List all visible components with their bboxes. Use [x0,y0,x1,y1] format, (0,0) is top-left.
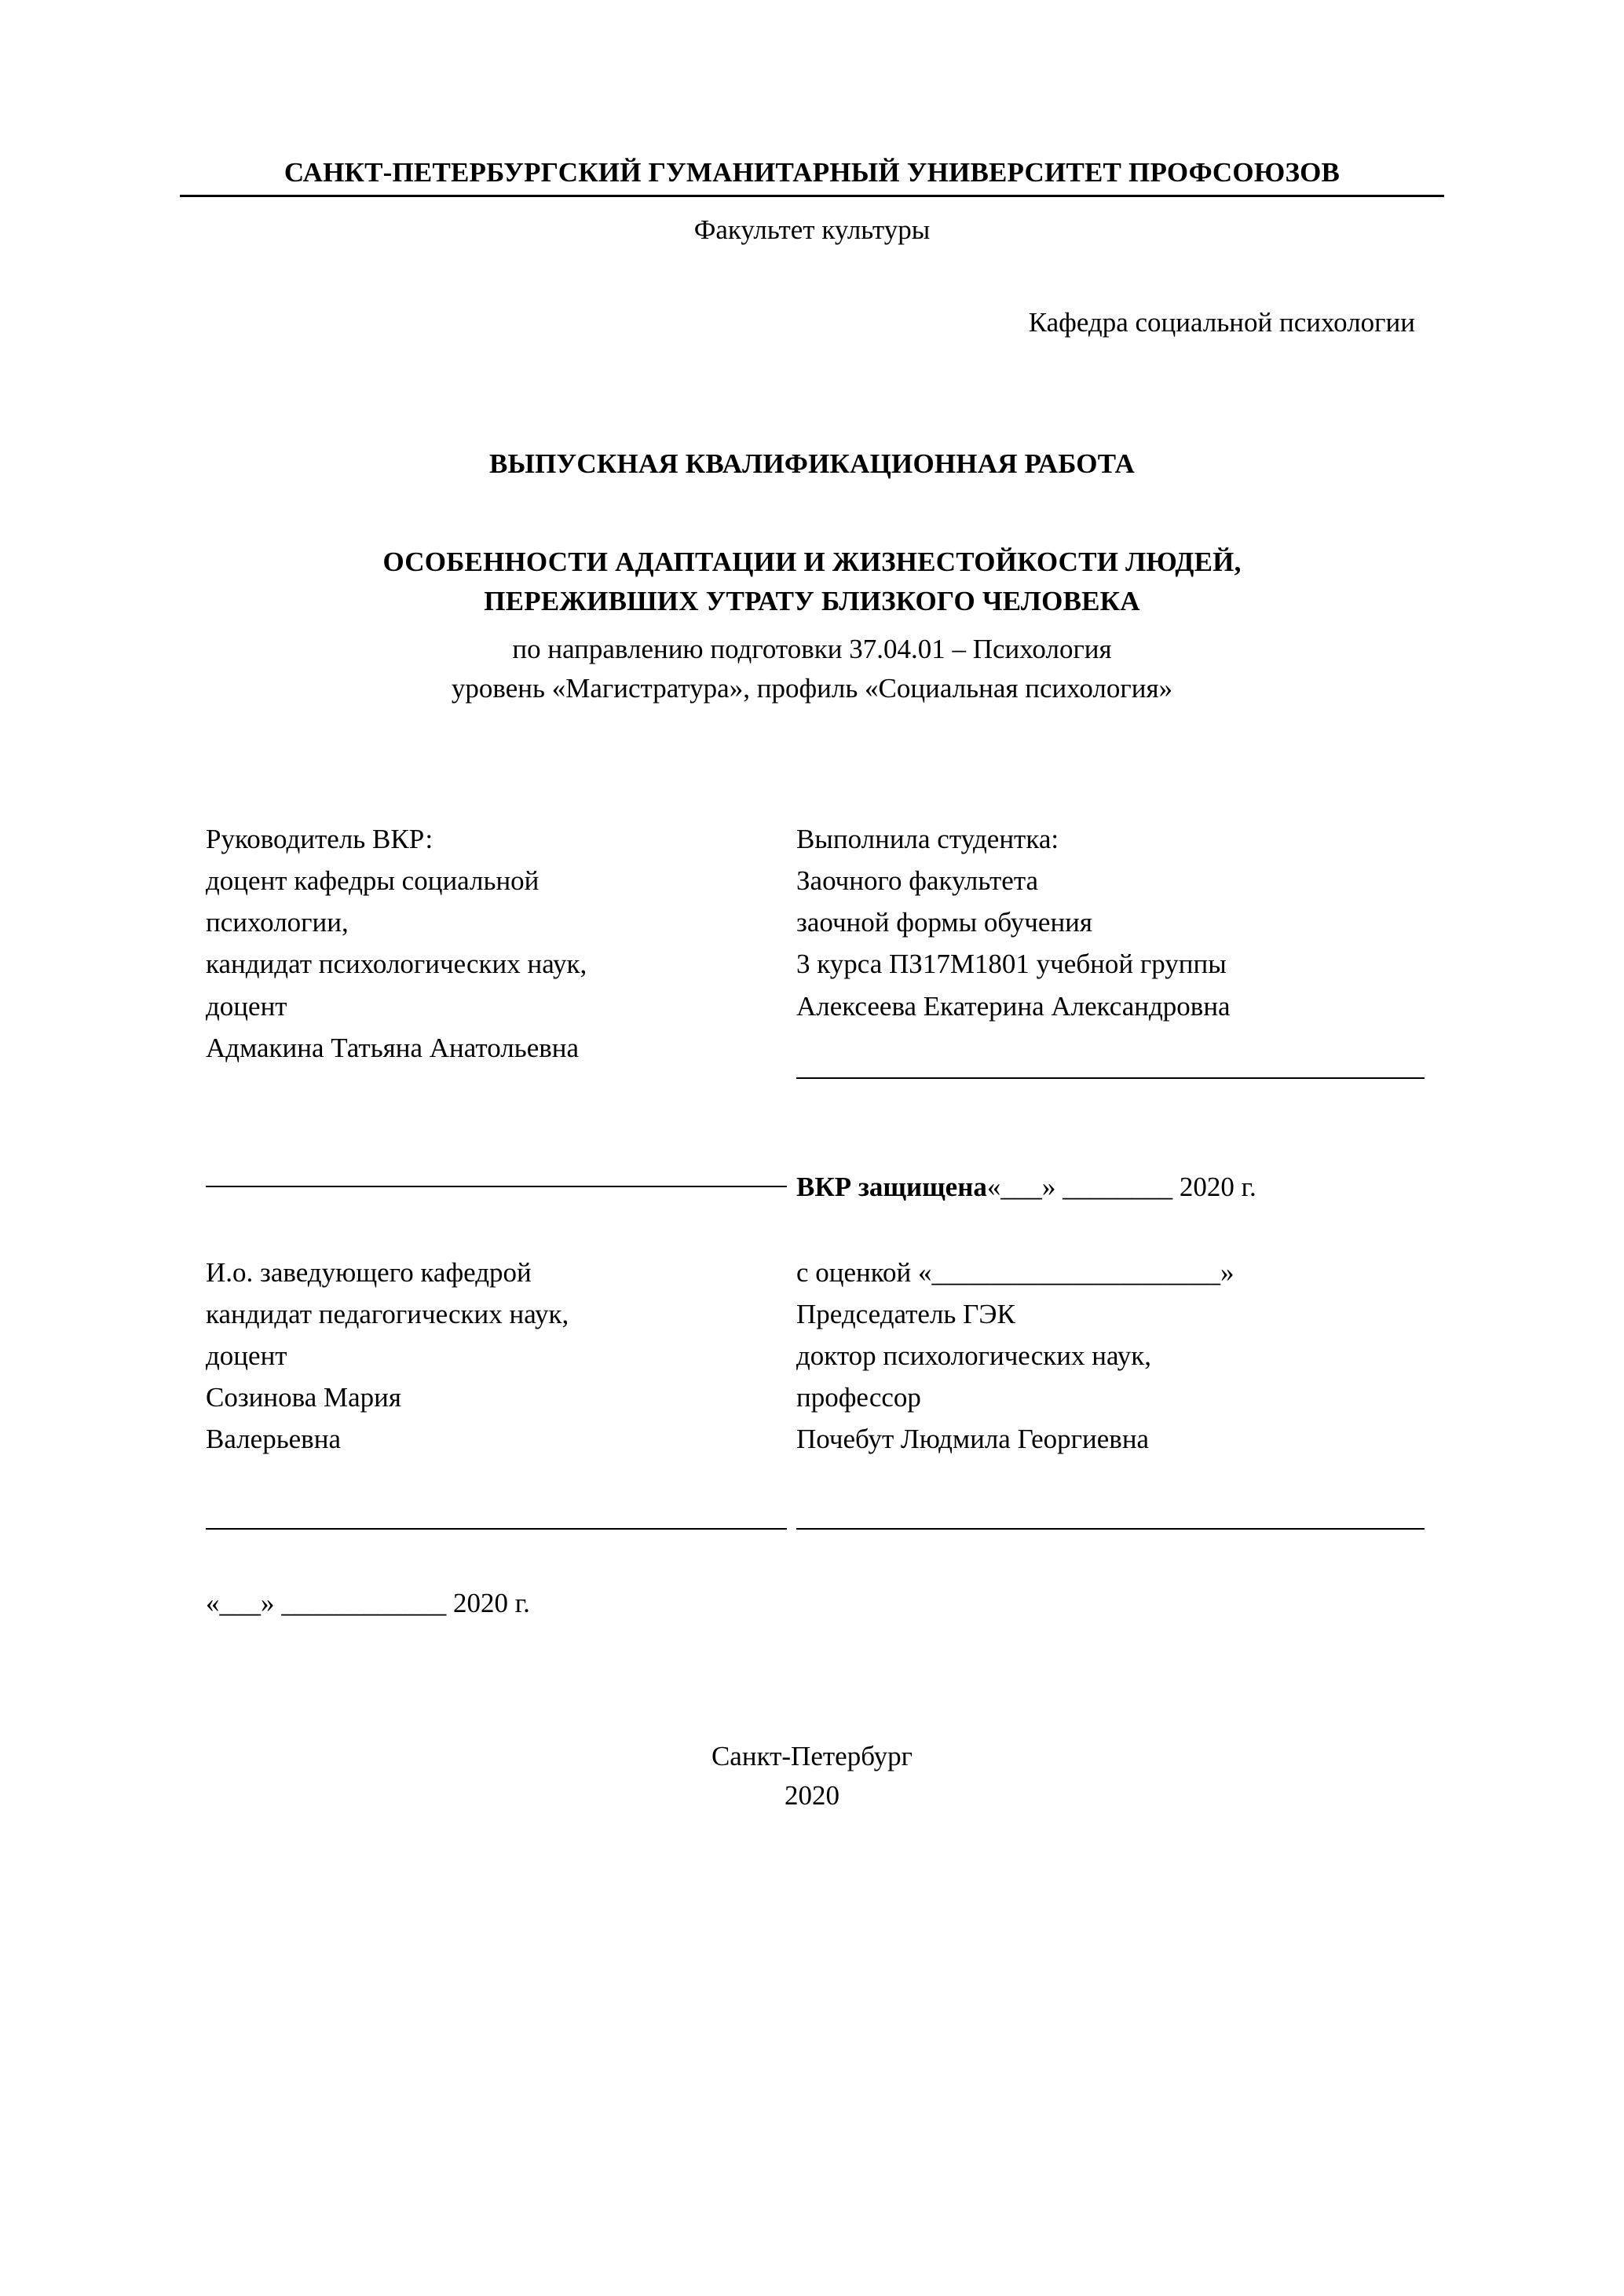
commission-line-4: Почебут Людмила Георгиевна [796,1424,1150,1455]
commission-line-2: доктор психологических наук, [796,1340,1151,1372]
head-line-1: И.о. заведующего кафедрой [206,1256,532,1288]
department-name: Кафедра социальной психологии [1028,307,1415,338]
commission-bottom-line-wrap [796,1528,1456,1530]
footer-year: 2020 [785,1780,839,1812]
defense-day-blank: ___ [1000,1171,1042,1202]
bottom-signature-lines [168,1528,1456,1530]
defense-label: ВКР защищена [796,1171,987,1202]
footer-city: Санкт-Петербург [711,1740,913,1771]
supervisor-line-1: Руководитель ВКР: [206,823,433,854]
defense-year: 2020 г. [1179,1171,1256,1202]
supervisor-line-5: доцент [206,990,287,1022]
supervisor-block [168,818,796,1079]
grade-line [796,1252,1456,1293]
defense-month-blank: ________ [1063,1171,1173,1202]
study-level: уровень «Магистратура», профиль «Социальная психология» [451,673,1173,704]
head-bottom-line-wrap [168,1528,796,1530]
supervisor-line-2: доцент кафедры социальной [206,865,540,896]
faculty-name: Факультет культуры [693,214,931,245]
grade-suffix: » [1220,1256,1234,1288]
university-name: САНКТ-ПЕТЕРБУРГСКИЙ ГУМАНИТАРНЫЙ УНИВЕРСИТЕТ ПРОФСОЮЗОВ [180,157,1444,197]
defense-row [168,1172,1456,1203]
student-line-3: заочной формы обучения [796,907,1093,938]
head-line-5: Валерьевна [206,1424,341,1455]
footer-block [168,1737,1456,1817]
head-line-4: Созинова Мария [206,1382,401,1413]
defense-statement [796,1172,1456,1203]
head-of-department-block [168,1252,796,1461]
signature-block-top [168,818,1456,1079]
page-content [168,157,1456,1816]
supervisor-line-6: Адмакина Татьяна Анатольевна [206,1032,580,1063]
head-line-3: доцент [206,1340,287,1372]
student-line-4: 3 курса ПЗ17М1801 учебной группы [796,949,1227,980]
head-line-2: кандидат педагогических наук, [206,1298,569,1329]
defense-quote-open: « [986,1171,1001,1202]
head-signature-line [206,1186,787,1187]
student-line-2: Заочного факультета [796,865,1039,896]
defense-line [796,1172,1456,1203]
commission-line-3: профессор [796,1382,921,1413]
supervisor-line-4: кандидат психологических наук, [206,949,587,980]
head-signature-line-wrap [168,1172,796,1203]
student-signature-line [796,1077,1425,1079]
student-line-5: Алексеева Екатерина Александровна [796,990,1231,1022]
commission-line-1: Председатель ГЭК [796,1298,1015,1329]
student-block [796,818,1456,1079]
work-type: ВЫПУСКНАЯ КВАЛИФИКАЦИОННАЯ РАБОТА [488,448,1136,479]
grade-blank: _____________________ [931,1256,1220,1288]
supervisor-line-3: психологии, [206,907,349,938]
signature-block-bottom [168,1252,1456,1461]
student-line-1: Выполнила студентка: [796,823,1059,854]
date-blank-line: «___» ____________ 2020 г. [206,1587,530,1618]
commission-signature-line [796,1528,1425,1530]
head-bottom-signature-line [206,1528,787,1530]
defense-quote-close: » [1041,1171,1056,1202]
grade-prefix: с оценкой « [796,1256,932,1288]
thesis-title-line-2: ПЕРЕЖИВШИХ УТРАТУ БЛИЗКОГО ЧЕЛОВЕКА [484,585,1140,616]
thesis-title [168,543,1456,620]
thesis-title-line-1: ОСОБЕННОСТИ АДАПТАЦИИ И ЖИЗНЕСТОЙКОСТИ ЛЮДЕЙ, [382,547,1242,577]
commission-block [796,1252,1456,1461]
study-direction: по направлению подготовки 37.04.01 – Психология [512,634,1112,665]
